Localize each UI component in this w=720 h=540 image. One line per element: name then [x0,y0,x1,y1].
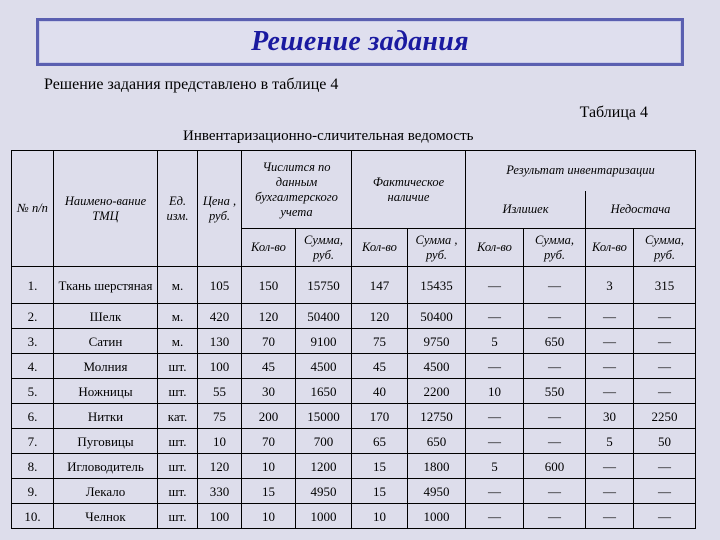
cell-book-qty: 120 [242,304,296,329]
cell-num: 2. [12,304,54,329]
cell-name: Челнок [54,504,158,529]
header-result: Результат инвентаризации [466,151,696,191]
cell-book-qty: 10 [242,504,296,529]
cell-book-sum: 1650 [296,379,352,404]
table-row [12,304,696,329]
cell-actual-sum: 4950 [408,479,466,504]
cell-price: 130 [198,329,242,354]
header-unit: Ед. изм. [158,151,198,267]
cell-book-sum: 4500 [296,354,352,379]
cell-book-sum: 9100 [296,329,352,354]
cell-name: Ткань шерстяная [54,267,158,304]
cell-actual-qty: 170 [352,404,408,429]
header-num: № п/п [12,151,54,267]
cell-name: Нитки [54,404,158,429]
slide-subtitle: Решение задания представлено в таблице 4 [44,76,339,93]
cell-unit: шт. [158,379,198,404]
cell-book-qty: 15 [242,479,296,504]
cell-surplus-sum: — [524,479,586,504]
cell-shortage-sum: — [634,454,696,479]
cell-shortage-sum: 50 [634,429,696,454]
cell-name: Лекало [54,479,158,504]
cell-unit: м. [158,329,198,354]
cell-shortage-qty: 5 [586,429,634,454]
header-actual-qty: Кол-во [352,229,408,267]
cell-num: 3. [12,329,54,354]
table-row [12,267,696,304]
table-row [12,429,696,454]
cell-price: 330 [198,479,242,504]
cell-book-qty: 200 [242,404,296,429]
cell-actual-sum: 1000 [408,504,466,529]
table-number: Таблица 4 [579,104,648,121]
cell-price: 55 [198,379,242,404]
cell-price: 10 [198,429,242,454]
cell-surplus-sum: — [524,429,586,454]
header-shortage-qty: Кол-во [586,229,634,267]
cell-shortage-qty: — [586,379,634,404]
slide-title: Решение задания [251,26,469,57]
cell-surplus-sum: 650 [524,329,586,354]
header-book-qty: Кол-во [242,229,296,267]
cell-surplus-qty: — [466,404,524,429]
cell-surplus-sum: — [524,267,586,304]
cell-actual-sum: 4500 [408,354,466,379]
cell-shortage-sum: 315 [634,267,696,304]
header-price: Цена , руб. [198,151,242,267]
header-book: Числится по данным бухгалтерского учета [242,151,352,229]
cell-unit: шт. [158,454,198,479]
cell-shortage-qty: — [586,329,634,354]
cell-num: 9. [12,479,54,504]
cell-book-sum: 15000 [296,404,352,429]
cell-unit: м. [158,304,198,329]
cell-num: 8. [12,454,54,479]
header-name: Наимено-вание ТМЦ [54,151,158,267]
cell-num: 4. [12,354,54,379]
cell-name: Сатин [54,329,158,354]
cell-actual-sum: 650 [408,429,466,454]
cell-name: Шелк [54,304,158,329]
cell-name: Молния [54,354,158,379]
cell-book-qty: 150 [242,267,296,304]
cell-surplus-sum: — [524,304,586,329]
cell-price: 75 [198,404,242,429]
cell-price: 120 [198,454,242,479]
cell-actual-qty: 65 [352,429,408,454]
cell-book-sum: 50400 [296,304,352,329]
cell-unit: шт. [158,479,198,504]
cell-shortage-qty: — [586,354,634,379]
cell-shortage-sum: — [634,504,696,529]
table-row [12,504,696,529]
cell-shortage-sum: — [634,479,696,504]
cell-surplus-qty: — [466,504,524,529]
header-book-sum: Сумма, руб. [296,229,352,267]
cell-unit: шт. [158,354,198,379]
cell-surplus-sum: — [524,354,586,379]
cell-actual-qty: 45 [352,354,408,379]
table-row [12,329,696,354]
header-shortage-sum: Сумма, руб. [634,229,696,267]
cell-shortage-sum: — [634,304,696,329]
table-row [12,404,696,429]
cell-actual-sum: 9750 [408,329,466,354]
cell-book-sum: 1000 [296,504,352,529]
cell-surplus-qty: — [466,267,524,304]
cell-actual-sum: 2200 [408,379,466,404]
cell-surplus-qty: — [466,429,524,454]
cell-price: 100 [198,504,242,529]
table-row [12,354,696,379]
header-surplus: Излишек [466,191,586,229]
cell-unit: кат. [158,404,198,429]
cell-actual-qty: 15 [352,479,408,504]
cell-surplus-sum: — [524,404,586,429]
cell-price: 420 [198,304,242,329]
table-row [12,454,696,479]
cell-shortage-qty: 30 [586,404,634,429]
cell-actual-qty: 147 [352,267,408,304]
cell-num: 10. [12,504,54,529]
cell-book-qty: 70 [242,429,296,454]
cell-actual-sum: 15435 [408,267,466,304]
cell-actual-qty: 15 [352,454,408,479]
cell-book-sum: 1200 [296,454,352,479]
cell-actual-sum: 12750 [408,404,466,429]
cell-actual-qty: 120 [352,304,408,329]
header-actual-sum: Сумма , руб. [408,229,466,267]
header-actual: Фактическое наличие [352,151,466,229]
cell-book-sum: 15750 [296,267,352,304]
table-caption: Инвентаризационно-сличительная ведомость [183,128,474,144]
cell-surplus-sum: 600 [524,454,586,479]
cell-book-qty: 70 [242,329,296,354]
cell-price: 105 [198,267,242,304]
cell-actual-qty: 75 [352,329,408,354]
cell-surplus-qty: — [466,304,524,329]
cell-shortage-qty: — [586,479,634,504]
cell-shortage-sum: — [634,329,696,354]
header-surplus-qty: Кол-во [466,229,524,267]
cell-book-sum: 4950 [296,479,352,504]
cell-book-qty: 10 [242,454,296,479]
cell-shortage-qty: — [586,504,634,529]
cell-shortage-sum: — [634,379,696,404]
cell-price: 100 [198,354,242,379]
cell-name: Игловодитель [54,454,158,479]
cell-surplus-qty: 5 [466,454,524,479]
table-row [12,379,696,404]
cell-book-qty: 45 [242,354,296,379]
cell-name: Ножницы [54,379,158,404]
title-box [36,18,684,66]
cell-name: Пуговицы [54,429,158,454]
cell-actual-qty: 10 [352,504,408,529]
cell-actual-sum: 50400 [408,304,466,329]
cell-actual-sum: 1800 [408,454,466,479]
inventory-table [11,150,696,529]
cell-shortage-sum: 2250 [634,404,696,429]
cell-book-sum: 700 [296,429,352,454]
cell-shortage-sum: — [634,354,696,379]
cell-book-qty: 30 [242,379,296,404]
cell-actual-qty: 40 [352,379,408,404]
cell-surplus-sum: — [524,504,586,529]
cell-num: 1. [12,267,54,304]
table-body [12,267,696,529]
header-surplus-sum: Сумма, руб. [524,229,586,267]
cell-surplus-qty: 10 [466,379,524,404]
cell-surplus-qty: — [466,354,524,379]
cell-unit: м. [158,267,198,304]
cell-surplus-sum: 550 [524,379,586,404]
cell-num: 6. [12,404,54,429]
cell-num: 5. [12,379,54,404]
cell-unit: шт. [158,504,198,529]
cell-shortage-qty: — [586,304,634,329]
cell-shortage-qty: — [586,454,634,479]
cell-surplus-qty: — [466,479,524,504]
cell-num: 7. [12,429,54,454]
cell-surplus-qty: 5 [466,329,524,354]
header-shortage: Недостача [586,191,696,229]
cell-shortage-qty: 3 [586,267,634,304]
table-row [12,479,696,504]
cell-unit: шт. [158,429,198,454]
